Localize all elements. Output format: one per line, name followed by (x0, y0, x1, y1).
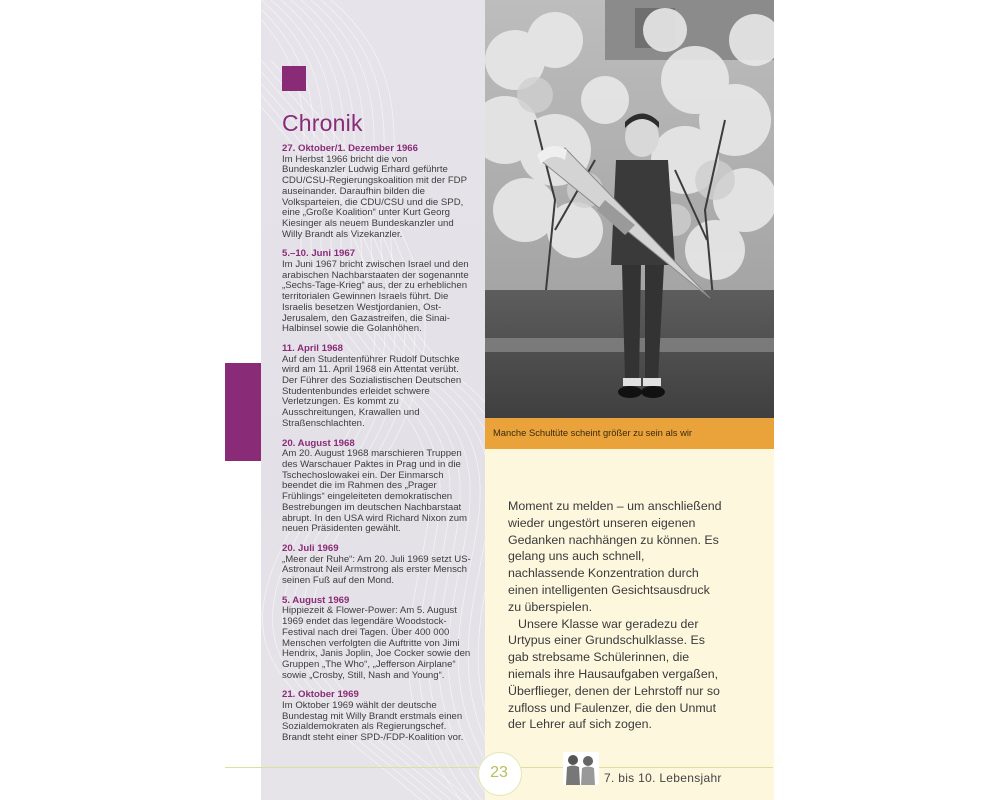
chronik-title: Chronik (282, 110, 363, 136)
chronik-entry (282, 690, 472, 744)
children-thumbnail-icon (563, 752, 599, 785)
photo-illustration (485, 0, 774, 418)
chronik-entry-date: 5.–10. Juni 1967 (282, 248, 356, 260)
main-paragraph: Moment zu melden – um anschließend wieder ungestört unseren eigenen Gedanken nachhängen zu können. Es gelang uns auch schnell, nachlassende Konzentration durch einen intelligenten Gesichtsausdruck zu überspielen. (508, 499, 722, 614)
photo-caption: Manche Schultüte scheint größer zu sein als wir (493, 427, 693, 438)
chapter-label: 7. bis 10. Lebensjahr (604, 771, 722, 785)
chronik-entry-text: Im Juni 1967 bricht zwischen Israel und den arabischen Nachbarstaaten der sogenannte „Sechs-Tage-Krieg“ aus, der zu erheblichen territorialen Gewinnen Israels führt. Die Israelis besetzen Westjordanien, Ost-Jerusalem, den Gazastreifen, die Sinai-Halbinsel sowie die Golanhöhen. (282, 259, 469, 335)
chronik-entry (282, 439, 472, 535)
chronik-entry-date: 20. August 1968 (282, 437, 355, 449)
chronik-entry (282, 544, 472, 587)
chronik-entry-text: Hippiezeit & Flower-Power: Am 5. August 1969 endet das legendäre Woodstock-Festival nach drei Tagen. Über 400 000 Menschen verfolgten die Auftritte von Jimi Hendrix, Janis Joplin, Joe Cocker sowie den Gruppen „The Who“, „Jefferson Airplane“ sowie „Crosby, Still, Nash and Young“. (282, 605, 471, 681)
chronik-entry-date: 5. August 1969 (282, 594, 350, 606)
chronik-entry-date: 21. Oktober 1969 (282, 689, 359, 701)
chronik-entry (282, 144, 472, 240)
school-photo (485, 0, 774, 418)
chronik-entry-text: Im Oktober 1969 wählt der deutsche Bundestag mit Willy Brandt erstmals einen Sozialdemokraten als Regierungschef. Brandt steht einer SPD-/FDP-Koalition vor. (282, 700, 464, 744)
chronik-accent-square (282, 66, 306, 91)
chronik-list (282, 144, 472, 753)
chronik-entry-date: 20. Juli 1969 (282, 542, 339, 554)
chronik-entry-date: 27. Oktober/1. Dezember 1966 (282, 143, 418, 154)
chronik-entry (282, 249, 472, 335)
photo-caption-bar (485, 418, 774, 449)
chronik-entry-text: Am 20. August 1968 marschieren Truppen des Warschauer Paktes in Prag und in die Tschechoslowakei ein. Der Einmarsch beendet die im Rahmen des „Prager Frühlings“ eingeleiteten demokratischen Bestrebungen im deutschen Nachbarstaat abrupt. In den USA wird Richard Nixon zum neuen Präsidenten gewählt. (282, 448, 468, 535)
chronik-entry (282, 344, 472, 430)
main-text (508, 498, 723, 733)
page-number: 23 (490, 764, 508, 781)
chronik-entry-date: 11. April 1968 (282, 342, 343, 354)
chronik-entry-text: Auf den Studentenführer Rudolf Dutschke wird am 11. April 1968 ein Attentat verübt. Der Führer des Sozialistischen Deutschen Studentenbundes erleidet schwere Verletzungen. Es kommt zu Ausschreitungen, Krawallen und Straßenschlachten. (282, 353, 462, 429)
chapter-tab (225, 363, 261, 461)
chronik-entry (282, 596, 472, 682)
chronik-entry-text: Im Herbst 1966 bricht die von Bundeskanzler Ludwig Erhard geführte CDU/CSU-Regierungskoalition mit der FDP auseinander. Daraufhin bilden die Volksparteien, die CDU/CSU und die SPD, eine „Große Koalition“ unter Kurt Georg Kiesinger als neuem Bundeskanzler und Willy Brandt als Vizekanzler. (282, 153, 467, 240)
main-paragraph: Unsere Klasse war geradezu der Urtypus einer Grundschulklasse. Es gab strebsame Schülerinnen, die niemals ihre Hausaufgaben vergaßen, Überflieger, denen der Lehrstoff nur so zufloss und Faulenzer, die den Unmut der Lehrer auf sich zogen. (508, 616, 720, 732)
chronik-entry-text: „Meer der Ruhe“: Am 20. Juli 1969 setzt US-Astronaut Neil Armstrong als erster Mensch seinen Fuß auf den Mond. (282, 553, 471, 587)
